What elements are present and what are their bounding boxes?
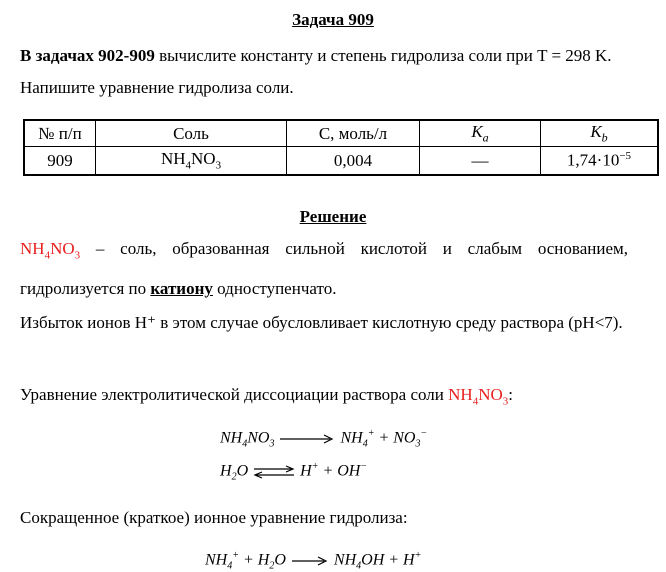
col-conc-header: С, моль/л <box>287 120 420 147</box>
solution-title: Решение <box>299 207 367 226</box>
col-ka-header: $K_a$ <box>420 120 541 147</box>
salt-formula: $NH_4NO_3$ <box>20 239 81 262</box>
task-statement <box>20 40 632 104</box>
task-text: вычислите константу и степень гидролиза соли при T = 298 K. Напишите уравнение гидролиза соли. <box>20 46 612 97</box>
paragraph-dissociation: Уравнение электролитической диссоциации раствора соли $NH_4NO_3$: <box>20 385 513 408</box>
col-kb-header: $K_b$ <box>541 120 659 147</box>
cell-salt: $NH_4NO_3$ <box>96 147 287 176</box>
paragraph-acidic: Избыток ионов H⁺ в этом случае обусловливает кислотную среду раствора (pH<7). <box>20 313 623 332</box>
paragraph-salt-type: $NH_4NO_3$ – соль, образованная сильной кислотой и слабым основанием, гидролизуется по катиону одноступенчато. <box>20 239 628 299</box>
data-table <box>23 119 659 176</box>
salt-formula-2: $NH_4NO_3$ <box>448 385 509 408</box>
equation-water: $H_2O$ H+ + OH− <box>220 461 368 483</box>
cell-conc: 0,004 <box>287 147 420 176</box>
table-header-row <box>24 120 658 147</box>
right-arrow-icon <box>278 434 336 444</box>
equation-dissociation: $NH_4NO_3$ $NH_4^+ + NO_3^-$ <box>220 428 428 450</box>
equilibrium-arrow-icon <box>252 465 296 479</box>
col-num-header: № п/п <box>24 120 96 147</box>
cell-ka: — <box>420 147 541 176</box>
col-salt-header: Соль <box>96 120 287 147</box>
table-row <box>24 147 658 176</box>
page-title: Задача 909 <box>292 10 374 29</box>
equation-hydrolysis: $NH_4^+ + H_2O$ $NH_4OH + H^+$ <box>205 550 422 572</box>
task-bold: В задачах 902-909 <box>20 46 155 65</box>
right-arrow-icon-2 <box>290 556 330 566</box>
paragraph-short-ionic: Сокращенное (краткое) ионное уравнение гидролиза: <box>20 508 408 527</box>
cell-kb: $1,74\cdot 10^{-5}$ <box>541 147 659 176</box>
cell-num: 909 <box>24 147 96 176</box>
